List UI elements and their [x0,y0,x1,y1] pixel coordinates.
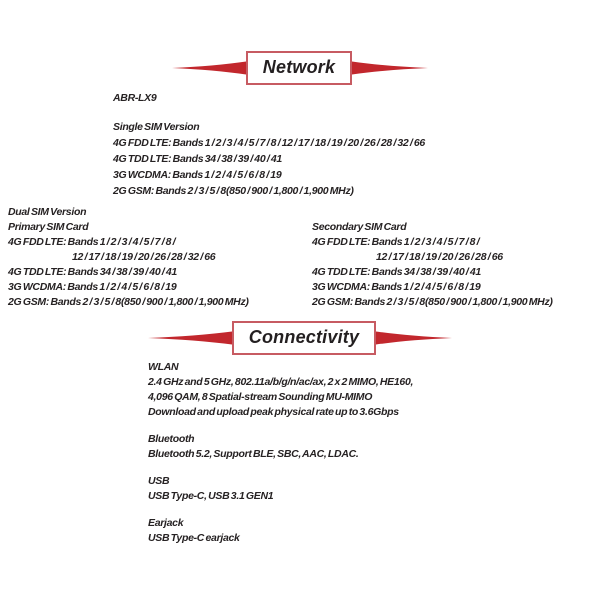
network-banner-right-arrow-icon [352,61,428,75]
spec-line: 3G WCDMA: Bands 1 / 2 / 4 / 5 / 6 / 8 / 19 [113,169,282,181]
bluetooth-group [148,432,413,462]
network-banner-title: Network [262,57,336,77]
spec-line: Bluetooth 5.2, Support BLE, SBC, AAC, LDAC. [148,448,359,460]
earjack-title: Earjack [148,517,184,529]
wlan-group [148,360,413,420]
connectivity-banner-box [232,321,376,355]
spec-line: 3G WCDMA: Bands 1 / 2 / 4 / 5 / 6 / 8 / 19 [8,281,177,293]
network-banner-left-arrow-icon [172,61,246,75]
connectivity-banner-left-arrow-icon [148,331,232,345]
spec-line: USB Type-C earjack [148,532,240,544]
spec-line: 2G GSM: Bands 2 / 3 / 5 / 8(850 / 900 / 1,800 / 1,900 MHz) [113,185,354,197]
wlan-title: WLAN [148,361,179,373]
connectivity-banner-right-arrow-icon [376,331,452,345]
model-name: ABR-LX9 [113,92,157,104]
earjack-group [148,516,413,546]
network-banner [0,51,600,85]
spec-line: 12 / 17 / 18 / 19 / 20 / 26 / 28 / 66 [376,251,503,263]
spec-line: 2G GSM: Bands 2 / 3 / 5 / 8(850 / 900 / 1,800 / 1,900 MHz) [312,296,553,308]
spec-line: 4G FDD LTE: Bands 1 / 2 / 3 / 4 / 5 / 7 / 8 / 12 / 17 / 18 / 19 / 20 / 26 / 28 / 32 / 66 [113,137,425,149]
network-banner-box [246,51,352,85]
connectivity-section [148,360,413,558]
connectivity-banner [0,321,600,355]
spec-line: USB Type-C, USB 3.1 GEN1 [148,490,274,502]
spec-line: 12 / 17 / 18 / 19 / 20 / 26 / 28 / 32 / 66 [72,251,216,263]
spec-line: Download and upload peak physical rate up to 3.6Gbps [148,406,399,418]
usb-group [148,474,413,504]
dual-sim-secondary-section [312,220,553,310]
spec-line: 3G WCDMA: Bands 1 / 2 / 4 / 5 / 6 / 8 / 19 [312,281,481,293]
single-sim-section [113,119,425,199]
primary-sim-title: Primary SIM Card [8,221,89,233]
dual-sim-primary-section [8,205,249,310]
secondary-sim-title: Secondary SIM Card [312,221,407,233]
spec-line: 4G TDD LTE: Bands 34 / 38 / 39 / 40 / 41 [312,266,481,278]
bluetooth-title: Bluetooth [148,433,195,445]
spec-line: 2G GSM: Bands 2 / 3 / 5 / 8(850 / 900 / 1,800 / 1,900 MHz) [8,296,249,308]
spec-line: 4G FDD LTE: Bands 1 / 2 / 3 / 4 / 5 / 7 / 8 / [312,236,480,248]
dual-sim-title: Dual SIM Version [8,206,87,218]
spec-line: 4,096 QAM, 8 Spatial-stream Sounding MU-MIMO [148,391,373,403]
spec-line: 2.4 GHz and 5 GHz, 802.11a/b/g/n/ac/ax, 2 x 2 MIMO, HE160, [148,376,414,388]
spec-line: 4G FDD LTE: Bands 1 / 2 / 3 / 4 / 5 / 7 / 8 / [8,236,176,248]
spec-line: 4G TDD LTE: Bands 34 / 38 / 39 / 40 / 41 [8,266,177,278]
connectivity-banner-title: Connectivity [248,327,360,347]
usb-title: USB [148,475,170,487]
spec-line: 4G TDD LTE: Bands 34 / 38 / 39 / 40 / 41 [113,153,282,165]
single-sim-title: Single SIM Version [113,121,200,133]
